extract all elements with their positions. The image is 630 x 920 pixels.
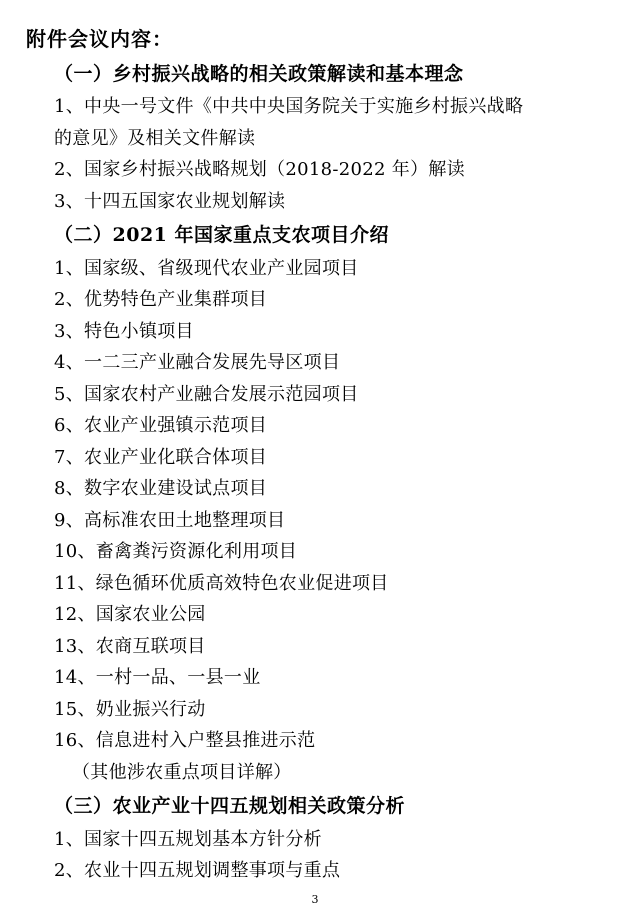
page-number: 3 [311, 893, 319, 906]
list-item: 1、国家级、省级现代农业产业园项目 [54, 257, 359, 279]
list-item: 2、农业十四五规划调整事项与重点 [54, 860, 341, 882]
list-item-note: （其他涉农重点项目详解） [72, 761, 292, 783]
list-item: 15、奶业振兴行动 [54, 698, 206, 720]
list-item-line: 1、中央一号文件《中共中央国务院关于实施乡村振兴战略 [54, 96, 524, 118]
list-item: 16、信息进村入户整县推进示范 [54, 730, 316, 752]
list-item: 9、高标准农田土地整理项目 [54, 509, 286, 531]
section-heading: （一）乡村振兴战略的相关政策解读和基本理念 [54, 63, 464, 85]
list-item: 10、畜禽粪污资源化利用项目 [54, 541, 298, 563]
list-item: 12、国家农业公园 [54, 604, 206, 626]
list-item: 14、一村一品、一县一业 [54, 667, 261, 689]
list-item: 3、十四五国家农业规划解读 [54, 190, 286, 212]
list-item: 2、国家乡村振兴战略规划（2018-2022 年）解读 [54, 159, 465, 181]
list-item: 7、农业产业化联合体项目 [54, 446, 268, 468]
list-item: 13、农商互联项目 [54, 635, 206, 657]
list-item-line: 的意见》及相关文件解读 [54, 127, 256, 149]
list-item: 1、国家十四五规划基本方针分析 [54, 828, 322, 850]
list-item: 5、国家农村产业融合发展示范园项目 [54, 383, 359, 405]
list-item: 2、优势特色产业集群项目 [54, 289, 268, 311]
list-item: 6、农业产业强镇示范项目 [54, 415, 268, 437]
section-heading: （三）农业产业十四五规划相关政策分析 [54, 795, 406, 818]
section-heading: （二）2021 年国家重点支农项目介绍 [54, 224, 389, 247]
page-title: 附件会议内容： [26, 27, 173, 51]
list-item: 8、数字农业建设试点项目 [54, 478, 268, 500]
list-item: 11、绿色循环优质高效特色农业促进项目 [54, 572, 389, 594]
list-item: 3、特色小镇项目 [54, 320, 194, 342]
list-item [26, 91, 592, 154]
list-item: 4、一二三产业融合发展先导区项目 [54, 352, 341, 374]
